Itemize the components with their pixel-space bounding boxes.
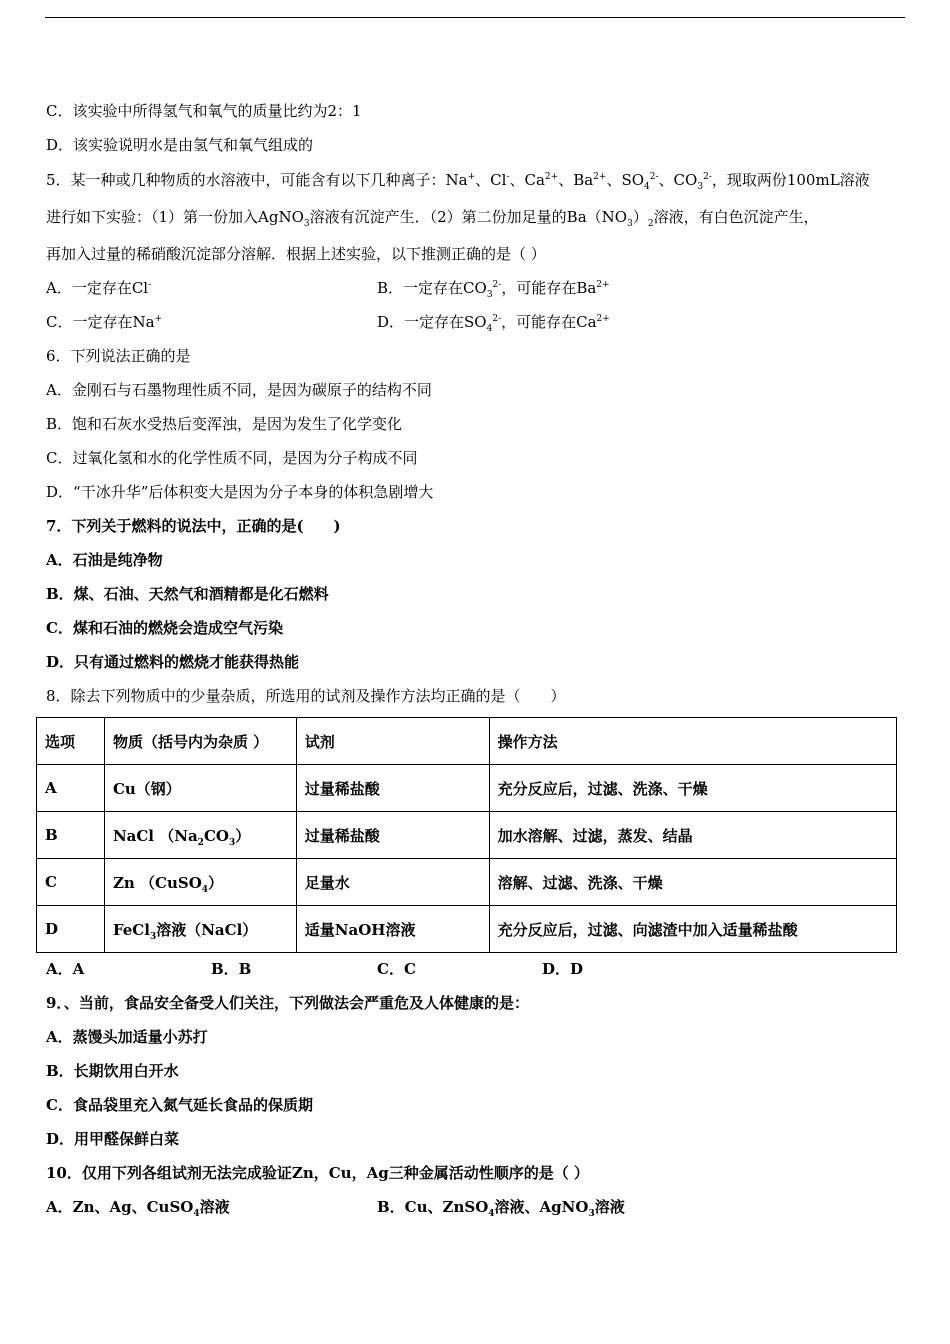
q5-stem-line2: 进行如下实验：（1）第一份加入AgNO$_3$溶液有沉淀产生．（2）第二份加足量的$Ba(NO_3)_2$溶液，有白色沉淀产生， — [46, 208, 819, 229]
q8-option-c: C．C — [377, 960, 416, 978]
q5-option-a: A．一定存在Cl- — [46, 279, 152, 297]
q6-option-c: C．过氧化氢和水的化学性质不同，是因为分子构成不同 — [46, 449, 418, 467]
q6-option-d: D．“干冰升华”后体积变大是因为分子本身的体积急剧增大 — [46, 483, 434, 501]
method-cell: 充分反应后，过滤、洗涤、干燥 — [489, 765, 896, 812]
table-header-row — [37, 718, 897, 765]
method-cell: 溶解、过滤、洗涤、干燥 — [489, 859, 896, 906]
q9-option-c: C．食品袋里充入氮气延长食品的保质期 — [46, 1096, 313, 1114]
header-cell: 物质（括号内为杂质 ） — [104, 718, 296, 765]
q7-option-c: C．煤和石油的燃烧会造成空气污染 — [46, 619, 283, 637]
header-cell: 试剂 — [296, 718, 489, 765]
header-cell: 操作方法 — [489, 718, 896, 765]
option-cell: A — [37, 765, 105, 812]
q4-option-c: C．该实验中所得氢气和氧气的质量比约为2：1 — [46, 102, 362, 120]
table-row — [37, 859, 897, 906]
q9-option-a: A．蒸馒头加适量小苏打 — [46, 1028, 208, 1046]
q7-option-b: B．煤、石油、天然气和酒精都是化石燃料 — [46, 585, 329, 603]
reagent-cell: 过量稀盐酸 — [296, 812, 489, 859]
option-cell: D — [37, 906, 105, 953]
table-row — [37, 812, 897, 859]
table-row — [37, 765, 897, 812]
substance-cell: FeCl$_3$溶液（NaCl） — [104, 906, 296, 953]
q10-stem: 10．仅用下列各组试剂无法完成验证Zn，Cu，Ag三种金属活动性顺序的是（ ） — [46, 1164, 589, 1182]
substance-cell: NaCl $(Na_2CO_3)$ — [104, 812, 296, 859]
q8-table — [36, 717, 897, 953]
q6-stem: 6．下列说法正确的是 — [46, 347, 191, 365]
q7-option-d: D．只有通过燃料的燃烧才能获得热能 — [46, 653, 300, 671]
q4-option-d: D．该实验说明水是由氢气和氧气组成的 — [46, 136, 314, 154]
q8-option-d: D．D — [542, 960, 584, 978]
q5-option-c: C．一定存在Na+ — [46, 313, 163, 331]
q5-stem-line1: 5．某一种或几种物质的水溶液中，可能含有以下几种离子：Na+、Cl-、$Ca^{2+}$、$Ba^{2+}$、$SO_4^{2-}$、$CO_3^{2-}$，现取两份100mL溶液 — [46, 171, 870, 192]
method-cell: 充分反应后，过滤、向滤渣中加入适量稀盐酸 — [489, 906, 896, 953]
q5-option-d: D．一定存在$SO_4^{2-}$，可能存在$Ca^{2+}$ — [377, 313, 610, 334]
q9-stem: 9．、当前，食品安全备受人们关注，下列做法会严重危及人体健康的是： — [46, 994, 529, 1012]
q9-option-b: B．长期饮用白开水 — [46, 1062, 179, 1080]
q10-option-b: B．Cu、ZnSO$_4$溶液、AgNO$_3$溶液 — [377, 1198, 625, 1219]
method-cell: 加水溶解、过滤，蒸发、结晶 — [489, 812, 896, 859]
q6-option-b: B．饱和石灰水受热后变浑浊，是因为发生了化学变化 — [46, 415, 403, 433]
reagent-cell: 过量稀盐酸 — [296, 765, 489, 812]
q8-stem: 8．除去下列物质中的少量杂质，所选用的试剂及操作方法均正确的是（ ） — [46, 687, 566, 705]
option-cell: C — [37, 859, 105, 906]
q5-option-b: B．一定存在$CO_3^{2-}$，可能存在$Ba^{2+}$ — [377, 279, 610, 300]
header-rule — [45, 17, 905, 18]
substance-cell: Cu（钢） — [104, 765, 296, 812]
header-cell: 选项 — [37, 718, 105, 765]
q5-stem-line3: 再加入过量的稀硝酸沉淀部分溶解．根据上述实验，以下推测正确的是（ ） — [46, 245, 546, 263]
substance-cell: Zn （CuSO$_4$） — [104, 859, 296, 906]
option-cell: B — [37, 812, 105, 859]
q7-stem: 7．下列关于燃料的说法中，正确的是( ) — [46, 517, 341, 535]
q7-option-a: A．石油是纯净物 — [46, 551, 163, 569]
table-row — [37, 906, 897, 953]
q8-option-b: B．B — [211, 960, 252, 978]
reagent-cell: 足量水 — [296, 859, 489, 906]
q10-option-a: A．Zn、Ag、CuSO$_4$溶液 — [46, 1198, 230, 1219]
q6-option-a: A．金刚石与石墨物理性质不同，是因为碳原子的结构不同 — [46, 381, 432, 399]
q8-option-a: A．A — [46, 960, 85, 978]
reagent-cell: 适量NaOH溶液 — [296, 906, 489, 953]
q9-option-d: D．用甲醛保鲜白菜 — [46, 1130, 180, 1148]
